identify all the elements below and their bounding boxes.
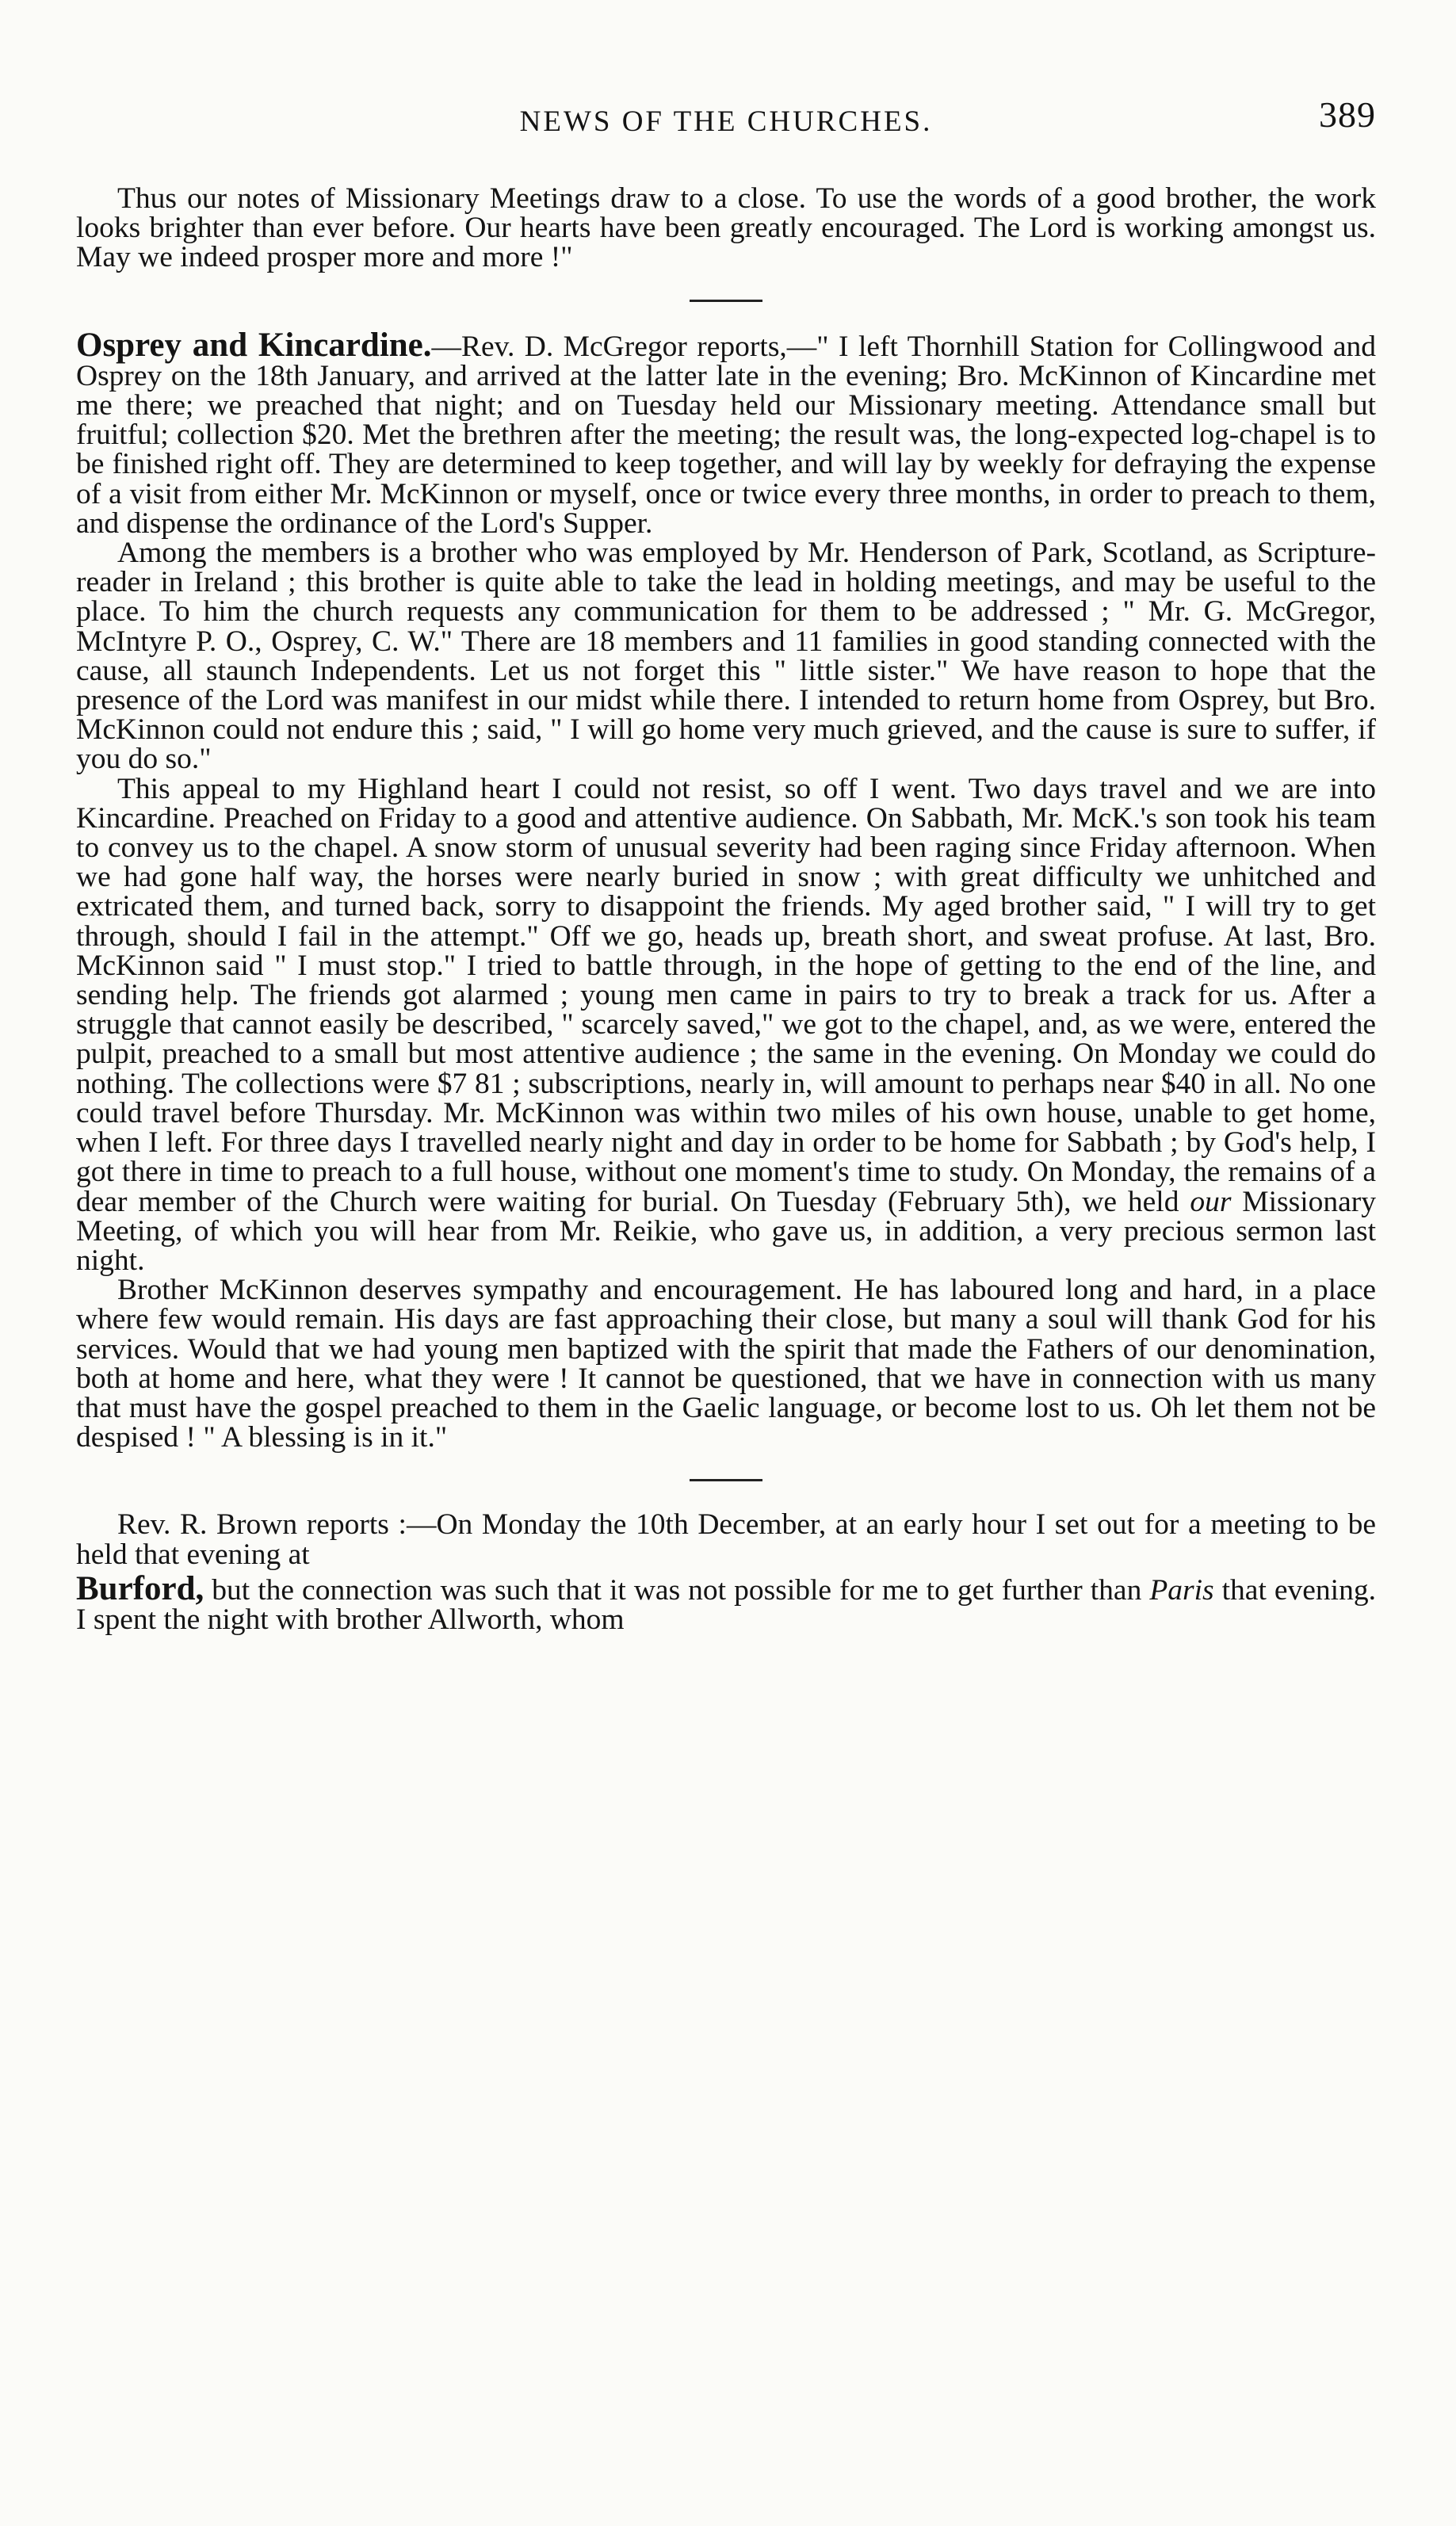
italic-place-paris: Paris xyxy=(1149,1573,1214,1607)
burford-text: but the connection was such that it was not possible for me to get further than xyxy=(204,1573,1150,1607)
italic-word: our xyxy=(1190,1185,1232,1218)
osprey-intro-text: —Rev. D. McGregor reports,—" I left Thornhill Station for Collingwood and Osprey on the 18th January, and arrived at the latter late in the evening; Bro. McKinnon of Kincardine met me there; we preached that night; and on Tuesday held our Missionary meeting. Attendance small but fruitful; collection $20. Met the brethren after the meeting; the result was, the long-expected log-chapel is to be finished right off. They are determined to keep together, and will lay by weekly for defraying the expense of a visit from either Mr. McKinnon or myself, once or twice every three months, in order to preach to them, and dispense the ordinance of the Lord's Supper. xyxy=(76,330,1376,540)
osprey-intro-paragraph xyxy=(76,326,1376,540)
running-head: NEWS OF THE CHURCHES. xyxy=(519,105,933,138)
osprey-paragraph-3 xyxy=(76,774,1376,1275)
osprey-paragraph-3-text: This appeal to my Highland heart I could not resist, so off I went. Two days travel and we are into Kincardine. Preached on Friday to a good and attentive audience. On Sabbath, Mr. McK.'s son took his team to convey us to the chapel. A snow storm of unusual severity had been raging since Friday afternoon. When we had gone half way, the horses were nearly buried in snow ; with great difficulty we unhitched and extricated them, and turned back, sorry to disappoint the friends. My aged brother said, " I will try to get through, should I fail in the attempt." Off we go, heads up, breath short, and sweat profuse. At last, Bro. McKinnon said " I must stop." I tried to battle through, in the hope of getting to the end of the line, and sending help. The friends got alarmed ; young men came in pairs to try to break a track for us. After a struggle that cannot easily be described, " scarcely saved," we got to the chapel, and, as we were, entered the pulpit, preached to a small but most attentive audience ; the same in the evening. On Monday we could do nothing. The collections were $7 81 ; subscriptions, nearly in, will amount to perhaps near $40 in all. No one could travel before Thursday. Mr. McKinnon was within two miles of his own house, unable to get home, when I left. For three days I travelled nearly night and day in order to be home for Sabbath ; by God's help, I got there in time to preach to a full house, without one moment's time to study. On Monday, the remains of a dear member of the Church were waiting for burial. On Tuesday (February 5th), we held xyxy=(76,772,1376,1218)
article-body xyxy=(76,184,1376,1634)
closing-paragraph: Thus our notes of Missionary Meetings draw to a close. To use the words of a good brother, the work looks brighter than ever before. Our hearts have been greatly encouraged. The Lord is working amongst us. May we indeed prosper more and more !" xyxy=(76,182,1376,274)
brown-intro-paragraph: Rev. R. Brown reports :—On Monday the 10th December, at an early hour I set out for a meeting to be held that evening at xyxy=(76,1508,1376,1571)
page-number: 389 xyxy=(1319,94,1376,135)
section-divider xyxy=(690,300,762,302)
section-divider xyxy=(690,1479,762,1481)
burford-text-end: that evening. I spent the night with brother Allworth, whom xyxy=(76,1573,1376,1636)
burford-paragraph xyxy=(76,1569,1376,1636)
osprey-paragraph-4: Brother McKinnon deserves sympathy and encouragement. He has laboured long and hard, in a place where few would remain. His days are fast approaching their close, but many a soul will thank God for his services. Would that we had young men baptized with the spirit that made the Fathers of our denomination, both at home and here, what they were ! It cannot be questioned, that we have in connection with us many that must have the gospel preached to them in the Gaelic language, or become lost to us. Oh let them not be despised ! " A blessing is in it." xyxy=(76,1274,1376,1454)
osprey-paragraph-3-end: Missionary Meeting, of which you will hear from Mr. Reikie, who gave us, in addition, a very precious sermon last night. xyxy=(76,1185,1377,1277)
page-header xyxy=(76,94,1376,149)
section-heading-burford: Burford, xyxy=(76,1569,204,1607)
section-heading-osprey: Osprey and Kincardine. xyxy=(76,326,432,364)
osprey-paragraph-2: Among the members is a brother who was employed by Mr. Henderson of Park, Scotland, as Scripture-reader in Ireland ; this brother is quite able to take the lead in holding meetings, and may be useful to the place. To him the church requests any communication for them to be addressed ; " Mr. G. McGregor, McIntyre P. O., Osprey, C. W." There are 18 members and 11 families in good standing connected with the cause, all staunch Independents. Let us not forget this " little sister." We have reason to hope that the presence of the Lord was manifest in our midst while there. I intended to return home from Osprey, but Bro. McKinnon could not endure this ; said, " I will go home very much grieved, and the cause is sure to suffer, if you do so." xyxy=(76,537,1376,776)
